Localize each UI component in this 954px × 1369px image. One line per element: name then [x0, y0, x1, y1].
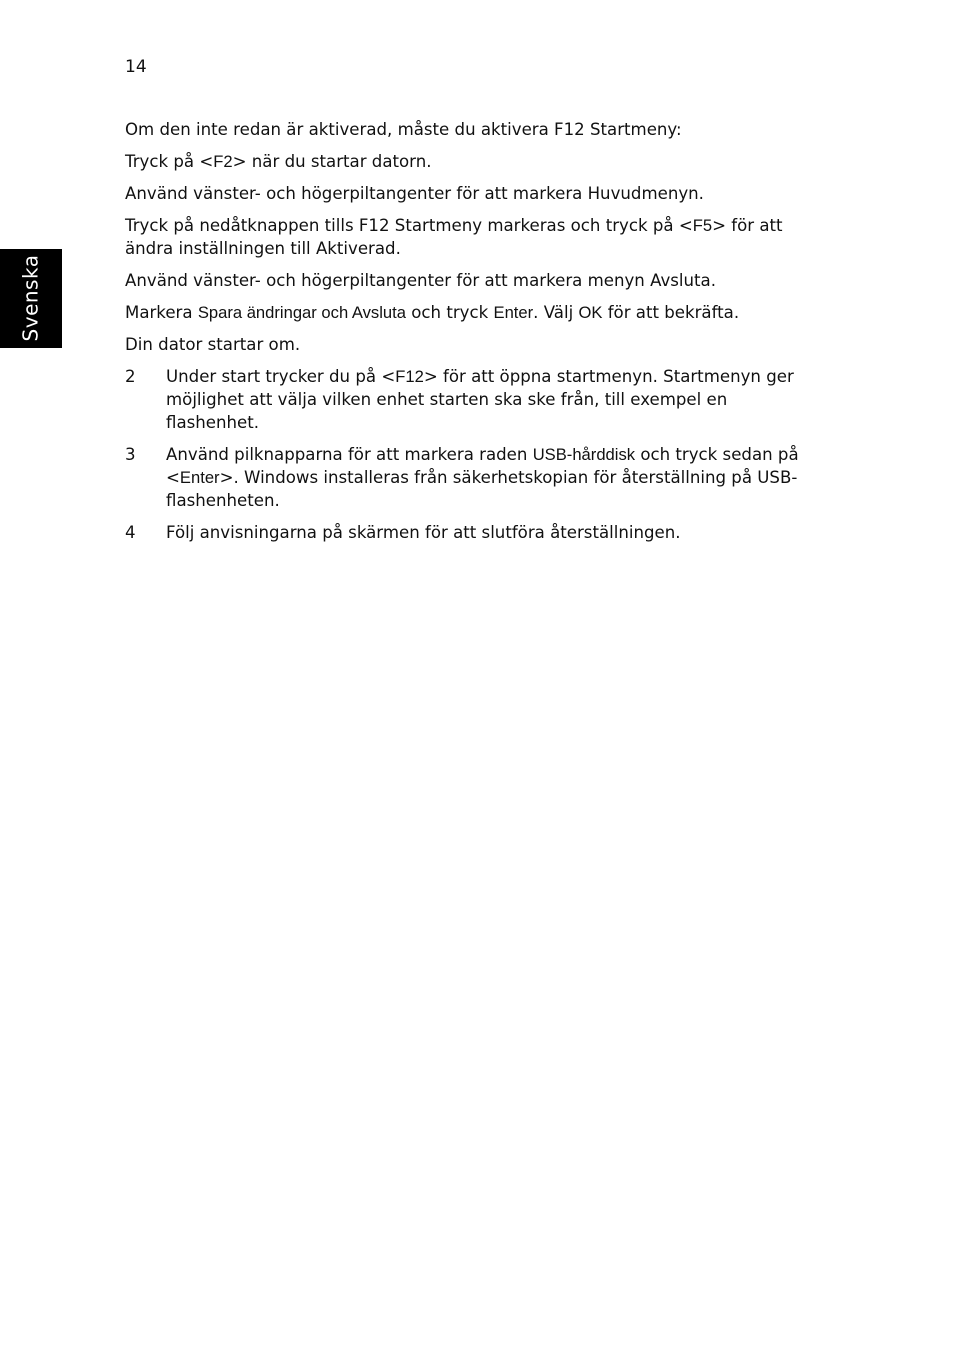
language-side-tab [0, 249, 62, 348]
text-segment: > för att ändra inställningen till Aktiverad. [125, 216, 783, 258]
page-content [125, 118, 815, 553]
text-segment: Markera [125, 303, 198, 322]
step-3 [125, 443, 815, 512]
paragraph-save-exit [125, 301, 815, 324]
step-number: 3 [125, 445, 136, 464]
ui-term-enter: Enter [493, 303, 534, 322]
text-segment: och tryck [406, 303, 494, 322]
ui-term-save-exit: Spara ändringar och Avsluta [197, 303, 406, 322]
text-segment: > när du startar datorn. [232, 152, 432, 171]
paragraph-press-f5 [125, 214, 815, 260]
step-number: 2 [125, 367, 136, 386]
ui-term-ok: OK [578, 303, 603, 322]
text-segment: Under start trycker du på < [166, 367, 396, 386]
paragraph-main-menu: Använd vänster- och högerpiltangenter för att markera Huvudmenyn. [125, 184, 704, 203]
paragraph-restart: Din dator startar om. [125, 335, 301, 354]
step-4 [125, 521, 815, 544]
step-number: 4 [125, 523, 136, 542]
text-segment: Följ anvisningarna på skärmen för att slutföra återställningen. [166, 523, 681, 542]
paragraph-intro: Om den inte redan är aktiverad, måste du aktivera F12 Startmeny: [125, 120, 682, 139]
text-segment: >. Windows installeras från säkerhetskopian för återställning på USB-flashenheten. [166, 468, 798, 510]
text-segment: Tryck på < [125, 152, 214, 171]
key-f12: F12 [395, 367, 424, 386]
ui-term-usb-harddisk: USB-hårddisk [532, 445, 636, 464]
key-f5: F5 [692, 216, 713, 235]
text-segment: Tryck på nedåtknappen tills F12 Startmeny markeras och tryck på < [125, 216, 693, 235]
key-enter: Enter [179, 468, 220, 487]
text-segment: för att bekräfta. [602, 303, 740, 322]
language-tab-label: Svenska [18, 254, 43, 342]
text-segment: . Välj [533, 303, 579, 322]
key-f2: F2 [213, 152, 233, 171]
paragraph-press-f2 [125, 150, 815, 173]
paragraph-exit-menu: Använd vänster- och högerpiltangenter för att markera menyn Avsluta. [125, 271, 717, 290]
text-segment: Använd pilknapparna för att markera raden [166, 445, 533, 464]
step-2 [125, 365, 815, 434]
page-number: 14 [125, 57, 147, 77]
text-segment: och tryck sedan på < [166, 445, 799, 487]
text-segment: > för att öppna startmenyn. Startmenyn ger möjlighet att välja vilken enhet starten ska ske från, till exempel en flashenhet. [166, 367, 794, 432]
